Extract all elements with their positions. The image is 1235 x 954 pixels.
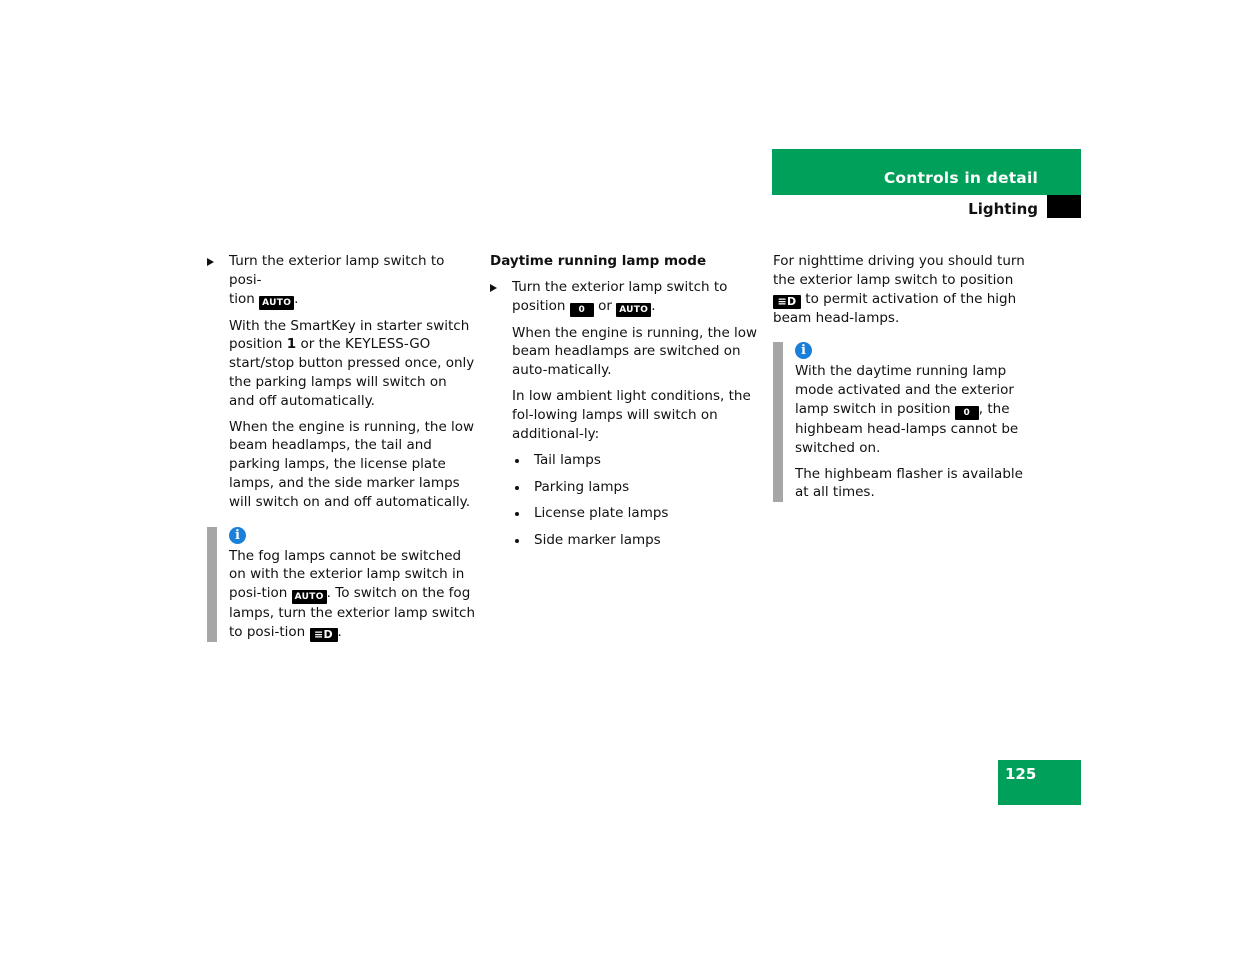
auto-position-icon: AUTO bbox=[616, 303, 651, 317]
auto-position-icon: AUTO bbox=[292, 590, 327, 604]
chapter-title: Controls in detail bbox=[883, 169, 1038, 187]
instruction-text: Turn the exterior lamp switch to position 0 or AUTO . bbox=[512, 278, 728, 315]
paragraph: In low ambient light conditions, the fol-lowing lamps will switch on additional-ly: bbox=[512, 387, 751, 442]
instruction-text: Turn the exterior lamp switch to posi- tion AUTO . bbox=[229, 253, 445, 308]
zero-position-icon: 0 bbox=[570, 303, 594, 317]
low-beam-position-icon: ≡D bbox=[310, 628, 338, 642]
note-bar bbox=[773, 342, 783, 502]
column-2 bbox=[490, 252, 760, 549]
section-marker-block bbox=[1047, 195, 1081, 218]
list-item: Parking lamps bbox=[512, 478, 760, 497]
list-item: Tail lamps bbox=[512, 451, 760, 470]
subsection-heading: Daytime running lamp mode bbox=[490, 253, 707, 269]
instruction-step bbox=[490, 278, 760, 317]
chapter-header-band bbox=[772, 149, 1081, 195]
page-number: 125 bbox=[1005, 765, 1037, 783]
auto-position-icon: AUTO bbox=[259, 296, 294, 310]
note-text: The fog lamps cannot be switched on with the exterior lamp switch in posi-tion AUTO . To switch on the fog lamps, turn the exterior lamp switch to posi-tion ≡D . bbox=[229, 547, 476, 641]
note-bar bbox=[207, 527, 217, 642]
info-note bbox=[207, 527, 475, 642]
arrow-bullet-icon bbox=[207, 258, 214, 266]
list-item: Side marker lamps bbox=[512, 531, 760, 550]
zero-position-icon: 0 bbox=[955, 406, 979, 420]
info-icon: i bbox=[229, 527, 246, 544]
column-1 bbox=[207, 252, 475, 642]
instruction-step bbox=[207, 252, 475, 310]
paragraph: With the SmartKey in starter switch position 1 or the KEYLESS-GO start/stop button pressed once, only the parking lamps will switch on and off automatically. bbox=[229, 317, 475, 409]
paragraph: When the engine is running, the low beam headlamps are switched on auto-matically. bbox=[512, 324, 758, 379]
list-item: License plate lamps bbox=[512, 504, 760, 523]
note-text: The highbeam flasher is available at all times. bbox=[795, 465, 1023, 501]
column-3 bbox=[773, 252, 1038, 502]
paragraph: When the engine is running, the low beam headlamps, the tail and parking lamps, the license plate lamps, and the side marker lamps will switch on and off automatically. bbox=[229, 418, 475, 510]
arrow-bullet-icon bbox=[490, 284, 497, 292]
page-number-box bbox=[998, 760, 1081, 805]
note-text: With the daytime running lamp mode activated and the exterior lamp switch in position 0 , the highbeam head-lamps cannot be switched on. bbox=[795, 363, 1019, 456]
info-note bbox=[773, 342, 1038, 502]
paragraph: For nighttime driving you should turn the exterior lamp switch to position ≡D to permit activation of the high beam head-lamps. bbox=[773, 253, 1025, 326]
low-beam-position-icon: ≡D bbox=[773, 295, 801, 309]
lamp-list bbox=[490, 451, 760, 549]
section-title: Lighting bbox=[968, 200, 1038, 218]
info-icon: i bbox=[795, 342, 812, 359]
